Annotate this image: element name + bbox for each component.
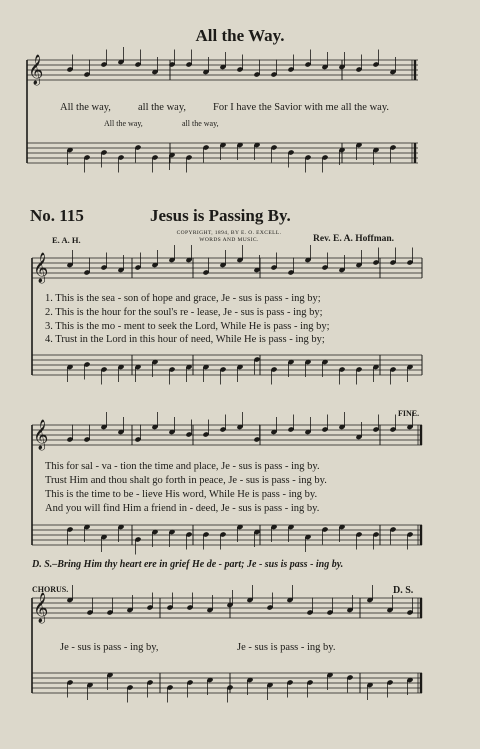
verse-4-line-b: And you will find Him a friend in - deed, Je - sus is pass - ing by. [45,503,320,514]
ds-label: D. S. [393,585,414,596]
chorus-lyric-1: Je - sus is pass - ing by, [60,642,159,653]
verse-4-line-a: 4. Trust in the Lord in this hour of need, While He is pass - ing by; [45,334,325,345]
copyright-notice [164,230,294,244]
treble-clef-3: 𝄞 [33,420,49,450]
fine-label: FINE. [398,409,420,418]
hymn-title-jesus-is-passing-by: Jesus is Passing By. [150,206,291,225]
verse-3-line-a: 3. This is the mo - ment to seek the Lord, While He is pass - ing by; [45,321,330,332]
verse-1-line-b: This for sal - va - tion the time and place, Je - sus is pass - ing by. [45,461,320,472]
hymn-title-all-the-way: All the Way. [195,26,285,45]
lyric-all-the-way-2: all the way, [138,102,187,113]
ds-lyric-line: D. S.–Bring Him thy heart ere in grief He de - part; Je - sus is pass - ing by. [32,559,344,570]
author-name: Rev. E. A. Hoffman. [313,234,395,244]
hymn-number: No. 115 [30,206,84,225]
treble-clef-4: 𝄞 [33,593,49,623]
author-initials: E. A. H. [52,235,81,245]
lyric-all-the-way-1: All the way, [60,102,111,113]
lyric-small-all-the-way-1: All the way, [104,119,143,128]
lyric-small-all-the-way-2: all the way, [182,119,219,128]
chorus-lyric-2: Je - sus is pass - ing by. [237,642,336,653]
treble-clef-1: 𝄞 [28,55,44,85]
chorus-label: CHORUS. [32,585,69,594]
copyright-line-2: WORDS AND MUSIC. [199,237,259,243]
verse-1-line-a: 1. This is the sea - son of hope and grace, Je - sus is pass - ing by; [45,293,321,304]
copyright-line-1: COPYRIGHT, 1894, BY E. O. EXCELL. [176,230,282,236]
lyric-savior-line: For I have the Savior with me all the way. [213,102,390,113]
verse-2-line-b: Trust Him and thou shalt go forth in peace, Je - sus is pass - ing by. [45,475,327,486]
verse-3-line-b: This is the time to be - lieve His word, While He is pass - ing by. [45,489,318,500]
treble-clef-2: 𝄞 [33,253,49,283]
verse-2-line-a: 2. This is the hour for the soul's re - lease, Je - sus is pass - ing by; [45,307,323,318]
